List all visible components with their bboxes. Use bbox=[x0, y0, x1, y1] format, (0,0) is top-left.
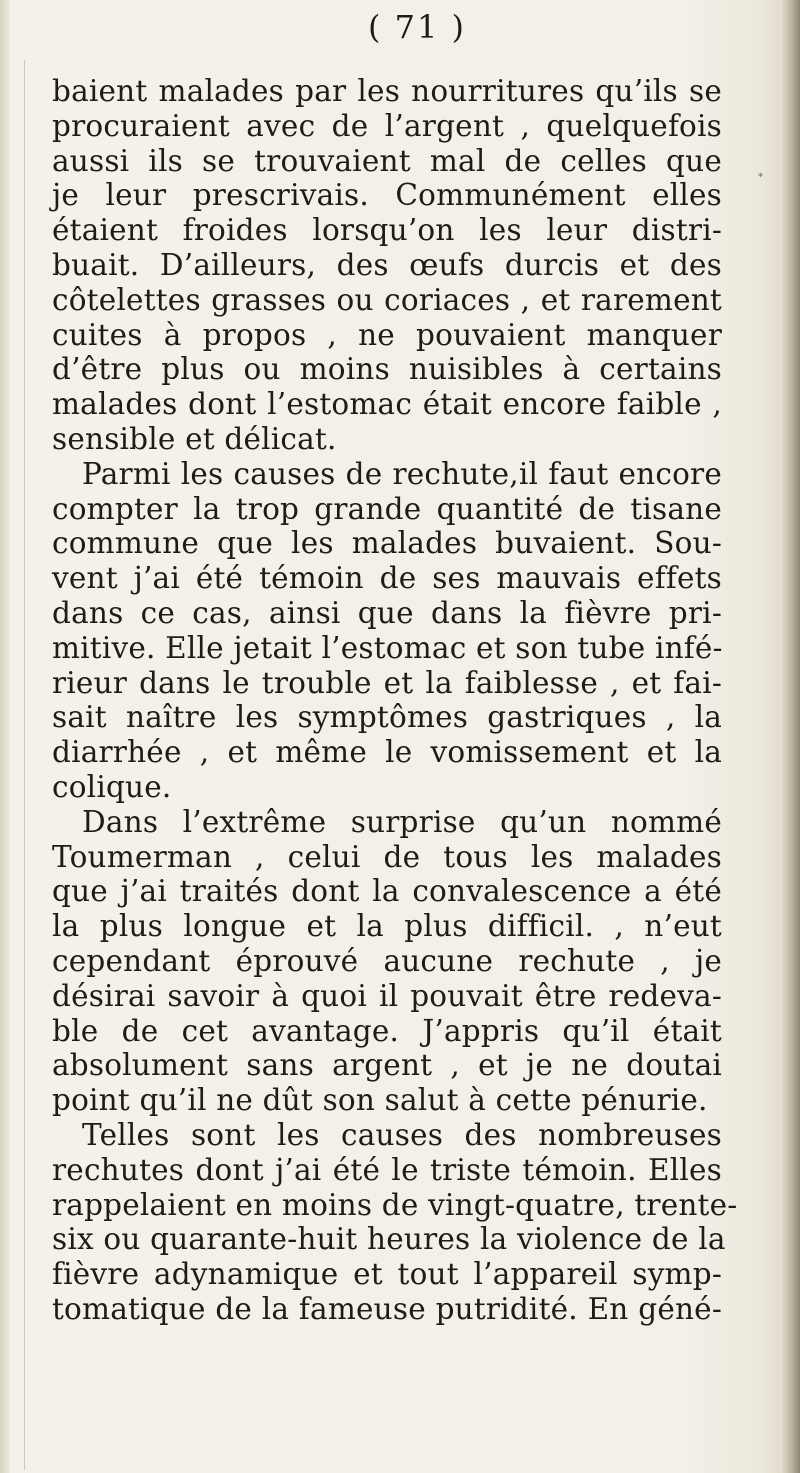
text-line: Parmi les causes de rechute,il faut encore bbox=[82, 456, 722, 491]
text-line: mitive. Elle jetait l’estomac et son tube infé- bbox=[52, 630, 723, 665]
body-text bbox=[52, 74, 738, 1327]
text-line: buait. D’ailleurs, des œufs durcis et des bbox=[52, 247, 722, 282]
text-line: rappelaient en moins de vingt-quatre, trente- bbox=[52, 1187, 738, 1222]
margin-rule bbox=[24, 60, 25, 1470]
text-line: compter la trop grande quantité de tisane bbox=[52, 491, 722, 526]
text-line: désirai savoir à quoi il pouvait être redeva- bbox=[52, 978, 722, 1013]
text-line: diarrhée , et même le vomissement et la bbox=[52, 735, 722, 770]
text-line: Dans l’extrême surprise qu’un nommé bbox=[82, 804, 722, 839]
text-line: dans ce cas, ainsi que dans la fièvre pri- bbox=[52, 595, 722, 630]
text-line: rieur dans le trouble et la faiblesse , et fai- bbox=[52, 665, 722, 700]
text-line: cependant éprouvé aucune rechute , je bbox=[52, 943, 722, 978]
text-line: six ou quarante-huit heures la violence de la bbox=[52, 1222, 726, 1257]
text-line: point qu’il ne dût son salut à cette pénurie. bbox=[52, 1083, 708, 1118]
text-line: la plus longue et la plus difficil. , n’eut bbox=[52, 909, 722, 944]
text-line: fièvre adynamique et tout l’appareil symp- bbox=[52, 1257, 722, 1292]
text-line: commune que les malades buvaient. Sou- bbox=[52, 526, 722, 561]
page-left-edge bbox=[0, 0, 10, 1473]
text-line: malades dont l’estomac était encore faible , bbox=[52, 387, 722, 422]
text-line: absolument sans argent , et je ne doutai bbox=[52, 1048, 722, 1083]
page-right-edge bbox=[780, 0, 800, 1473]
text-line: sensible et délicat. bbox=[52, 421, 337, 456]
margin-mark: * bbox=[758, 172, 763, 183]
text-line: aussi ils se trouvaient mal de celles que bbox=[52, 143, 722, 178]
text-line: ble de cet avantage. J’appris qu’il était bbox=[52, 1013, 722, 1048]
text-line: procuraient avec de l’argent , quelquefois bbox=[52, 108, 722, 143]
text-line: je leur prescrivais. Communément elles bbox=[52, 178, 722, 213]
text-line: cuites à propos , ne pouvaient manquer bbox=[52, 317, 722, 352]
text-line: Toumerman , celui de tous les malades bbox=[52, 839, 722, 874]
text-line: vent j’ai été témoin de ses mauvais effets bbox=[52, 561, 722, 596]
text-line: colique. bbox=[52, 769, 172, 804]
text-line: d’être plus ou moins nuisibles à certains bbox=[52, 352, 722, 387]
text-line: côtelettes grasses ou coriaces , et rarement bbox=[52, 282, 722, 317]
page-number: ( 71 ) bbox=[368, 8, 467, 46]
text-line: étaient froides lorsqu’on les leur distri- bbox=[52, 213, 722, 248]
text-line: Telles sont les causes des nombreuses bbox=[82, 1117, 722, 1152]
text-line: sait naître les symptômes gastriques , la bbox=[52, 700, 722, 735]
text-line: tomatique de la fameuse putridité. En géné- bbox=[52, 1291, 722, 1326]
text-line: que j’ai traités dont la convalescence a été bbox=[52, 874, 722, 909]
text-line: baient malades par les nourritures qu’ils se bbox=[52, 74, 722, 108]
text-line: rechutes dont j’ai été le triste témoin. Elles bbox=[52, 1152, 722, 1187]
